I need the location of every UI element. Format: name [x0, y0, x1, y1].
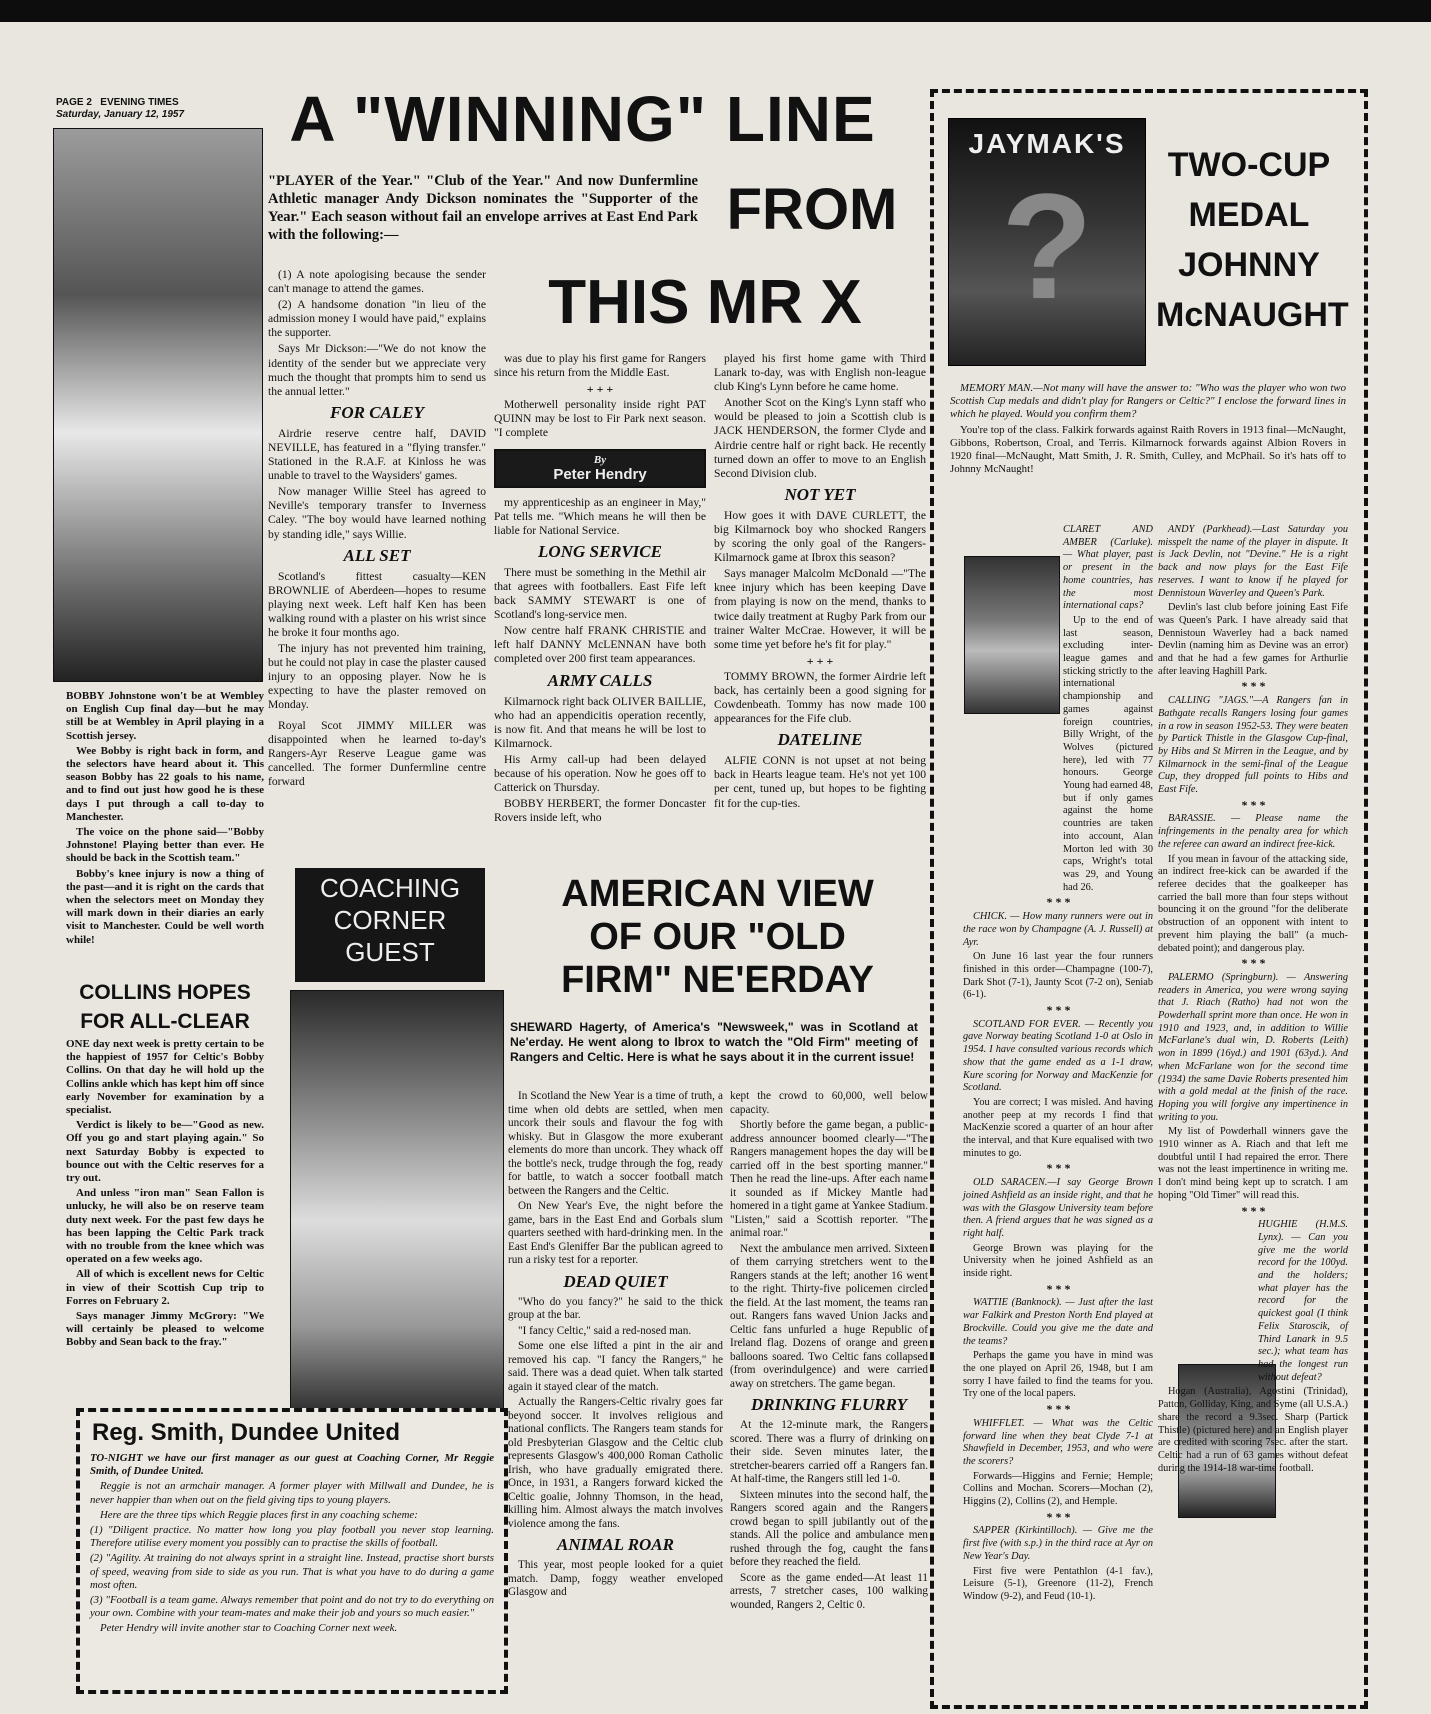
andy-answer: Devlin's last club before joining East Fife was Queen's Park. I have already said that Dennistoun Waverley had a back named Devlin (naming him as Devine was an error) and that he had a few games for Arthurlie after leaving Haghill Park.: [1158, 602, 1348, 677]
not-yet-p3: TOMMY BROWN, the former Airdrie left back, has certainly been a good signing for Cowdenbeath. Tommy has now made 100 appearances for the Fife club.: [714, 669, 926, 726]
collins-p2: Verdict is likely to be—"Good as new. Off you go and start playing again." So next Saturday Bobby is expected to bounce out with the Celtic reserves for a try out.: [66, 1119, 264, 1185]
memory-answer: You're top of the class. Falkirk forwards against Raith Rovers in 1913 final—McNaught, Gibbons, Robertson, Croal, and Terris. Kilmarnock forwards against Albion Rovers in 1920 final—McNaught, Matt Smith, J. R. Smith, Culley, and McPhail. So it's hats off to Johnny McNaught!: [950, 423, 1346, 476]
claret-question: CLARET AND AMBER (Carluke). — What player, past or present in the home countries, has the most international caps?: [1063, 524, 1153, 612]
sapper-answer: First five were Pentathlon (4-1 fav.), Leisure (5-1), Greenore (11-2), French Window (9-2), and Feud (10-1).: [963, 1565, 1153, 1602]
coaching-intro: TO-NIGHT we have our first manager as our guest at Coaching Corner, Mr Reggie Smith, of Dundee United.: [90, 1452, 494, 1478]
johnstone-story: [66, 690, 264, 949]
all-set-heading: ALL SET: [343, 545, 411, 565]
american-title-line-2: OF OUR "OLD: [589, 916, 846, 958]
all-set-p1: Scotland's fittest casualty—KEN BROWNLIE of Aberdeen—hopes to resume playing next week. Left half Ken has been walking round with a plaster on his wrist since he broke it four months ago.: [268, 569, 486, 639]
calling-jags: CALLING "JAGS."—A Rangers fan in Bathgate recalls Rangers losing four games in a row in season 1952-53. They were beaten by Partick Thistle in the Glasgow Cup-final, by Hibs and St Mirren in the League, and by Kilmarnock in the semi-final of the League Cup, they dropped full points to Hibs and East Fife.: [1158, 695, 1348, 796]
coaching-p1: Reggie is not an armchair manager. A former player with Millwall and Dundee, he is never happier than when out on the field giving tips to young players.: [90, 1480, 494, 1506]
american-intro: SHEWARD Hagerty, of America's "Newsweek," was in Scotland at Ne'erday. He went along to Ibrox to watch the "Old Firm" meeting of Rangers and Celtic. Here is what he says about it in the current issue!: [510, 1020, 918, 1064]
palermo-answer: My list of Powderhall winners gave the 1910 winner as A. Riach and that left me doubtful until I had repaired the error. There was not the least impertinence in writing me. I don't mind being kept up to scratch. I am hoping "Old Timer" will read this.: [1158, 1126, 1348, 1201]
paper-name: EVENING TIMES: [100, 97, 179, 108]
american-p6: Actually the Rangers-Celtic rivalry goes far beyond soccer. It involves religious and national conflicts. The Rangers team stands for old Presbyterian Glasgow and the Celtic club represents Glasgow's 400,000 Roman Catholic Irish, who have gradually emigrated there. Once, in 1931, a Rangers forward kicked the Celtic goalie, Johnny Thomson, in the head, killing him. Almost always the match involves violence among the fans.: [508, 1396, 723, 1530]
coaching-word-1: COACHING: [319, 873, 461, 903]
for-caley-p2: Now manager Willie Steel has agreed to Neville's temporary transfer to Inverness Caley. "The boy would have learned nothing by standing idle," says Willie.: [268, 485, 486, 541]
main-headline: A "WINNING" LINE: [289, 83, 876, 155]
right-p1: played his first home game with Third Lanark to-day, was with English non-league club King's Lynn before he came home.: [714, 352, 926, 394]
stars-7: * * *: [1241, 679, 1265, 694]
american-p4: "I fancy Celtic," said a red-nosed man.: [518, 1324, 692, 1337]
american-p2: On New Year's Eve, the night before the game, bars in the East End and Gorbals slum quarters seethed with hard-drinking men. In the East End's Gleniffer Bar the publican agreed to run a risky test for a reporter.: [508, 1200, 723, 1266]
coaching-word-3: GUEST: [345, 937, 435, 967]
stars-1: * * *: [1046, 895, 1070, 910]
memory-question: MEMORY MAN.—Not many will have the answer to: "Who was the player who won two Scottish Cup medals and didn't play for Rangers or Celtic?" I enclose the forward lines in which he played. Would you confirm them?: [950, 382, 1346, 421]
american-p5: Some one else lifted a pint in the air and removed his cap. "I fancy the Rangers," he said. There was a dead quiet. When talk started again it stayed clear of the match.: [508, 1340, 723, 1393]
coaching-corner-label: [295, 868, 485, 982]
scotland-question: SCOTLAND FOR EVER. — Recently you gave Norway beating Scotland 1-0 at Oslo in 1954. I have consulted various records which show that the game ended as a 1-1 draw, Kure scoring for Norway and MacKenzie for Scotland.: [963, 1018, 1153, 1094]
whifflet-question: WHIFFLET. — What was the Celtic forward line when they beat Clyde 7-1 at Shawfield in December, 1953, and who were the scorers?: [963, 1417, 1153, 1467]
andy-question: ANDY (Parkhead).—Last Saturday you misspelt the name of the player in dispute. It is Jack Devlin, not "Devine." He is a right back and now plays for the East Fife reserves. I want to know if he played for Dennistoun Waverley and Queen's Park.: [1158, 524, 1348, 599]
not-yet-stars: + + +: [806, 653, 834, 668]
johnstone-p3: The voice on the phone said—"Bobby Johnstone! Playing better than ever. He should be back in the Scottish team.": [66, 826, 264, 865]
player-photo-johnstone: [53, 128, 263, 682]
mid-p2: Motherwell personality inside right PAT QUINN may be lost to Fir Park next season. "I complete: [494, 398, 706, 440]
wattie-question: WATTIE (Banknock). — Just after the last war Falkirk and Preston North End played at Brockville. Could you give me the date and the teams?: [963, 1297, 1153, 1347]
middle-column: [494, 352, 706, 827]
collins-p4: All of which is excellent news for Celtic in view of their Scottish Cup trip to Forres on February 2.: [66, 1268, 264, 1307]
american-q3: Next the ambulance men arrived. Sixteen of them carrying stretchers went to the Rangers stands at the left; another 16 went to the right. Thirty-five policemen circled the field. At the last moment, the teams ran out. Rangers fans waved Union Jacks and Celtic fans unfurled a huge Republic of Ireland flag. Dozens of orange and green balloons soared. Two Celtic fans collapsed (from overindulgence) and were carried away on stretchers. The game began.: [730, 1242, 928, 1390]
long-service-p2: Now centre half FRANK CHRISTIE and left half DANNY McLENNAN have both completed over 200 first team appearances.: [494, 624, 706, 666]
coaching-tip-3: (3) "Football is a team game. Always remember that point and do not try to do everything on your own. Combine with your team-mates and make their job and yours so much easier.": [90, 1594, 494, 1620]
stars-6: * * *: [1046, 1509, 1070, 1524]
american-title-line-3: FIRM" NE'ERDAY: [561, 959, 874, 1001]
lead-intro: "PLAYER of the Year." "Club of the Year." And now Dunfermline Athletic manager Andy Dickson nominates the "Supporter of the Year." Each season without fail an envelope arrives at East End Park with the following:—: [268, 173, 698, 243]
for-caley-heading: FOR CALEY: [330, 402, 424, 422]
stars-2: * * *: [1046, 1003, 1070, 1018]
collins-p1: ONE day next week is pretty certain to be the happiest of 1957 for Celtic's Bobby Collins. On that day he will hold up the Collins ankle which has kept him off since early November for examination by a specialist.: [66, 1038, 264, 1117]
collins-p3: And unless "iron man" Sean Fallon is unlucky, he will also be on reserve team duty next week. For the past few days he has been lapping the Celtic Park track with no trouble from the knee which was operated on a few weeks ago.: [66, 1187, 264, 1266]
johnstone-p2: Wee Bobby is right back in form, and the selectors have heard about it. This season Bobby has 22 goals to his name, and to find out just how good he is these days I put through a call to-day to Manchester.: [66, 744, 264, 823]
dead-quiet-heading: DEAD QUIET: [563, 1271, 668, 1291]
right-news-column: [714, 352, 926, 813]
stars-5: * * *: [1046, 1402, 1070, 1417]
hughie-answer: Hogan (Australia), Agostini (Trinidad), Patton, Golliday, King, and Syme (all U.S.A.) share the record a 9.3sec. Sharp (Partick Thistle) (pictured here) and an English player are credited with scoring 7sec. after the start. Celtic had a run of 63 games without defeat during the 1914-18 war-time football.: [1158, 1386, 1348, 1474]
collins-p5: Says manager Jimmy McGrory: "We will certainly be pleased to welcome Bobby and Sean back to the fray.": [66, 1310, 264, 1349]
byline-name: Peter Hendry: [553, 465, 647, 483]
stars-9: * * *: [1241, 956, 1265, 971]
jaymak-banner: JAYMAK'S: [968, 128, 1126, 159]
barassie-question: BARASSIE. — Please name the infringements in the penalty area for which the referee can award an indirect free-kick.: [1158, 813, 1348, 850]
american-q6: Score as the game ended—At least 11 arrests, 7 stretcher cases, 100 walking wounded, Rangers 2, Celtic 0.: [730, 1571, 928, 1611]
coaching-title: Reg. Smith, Dundee United: [92, 1419, 401, 1446]
sapper-question: SAPPER (Kirkintilloch). — Give me the first five (with s.p.) in the third race at Ayr on New Year's Day.: [963, 1525, 1153, 1562]
jaymak-col-1: [963, 524, 1153, 1606]
stars-10: * * *: [1241, 1203, 1265, 1218]
dateline-heading: DATELINE: [777, 730, 863, 750]
whifflet-answer: Forwards—Higgins and Fernie; Hemple; Collins and Mochan. Scorers—Mochan (2), Higgins (2), Collins (2), and Hemple.: [963, 1470, 1153, 1508]
american-title-line-1: AMERICAN VIEW: [561, 873, 874, 915]
lead-p2: (2) A handsome donation "in lieu of the admission money I would have paid," explains the supporter.: [268, 298, 486, 340]
issue-date: Saturday, January 12, 1957: [56, 109, 185, 120]
lead-body: [268, 268, 486, 791]
not-yet-p2: Says manager Malcolm McDonald —"The knee injury which has been keeping Dave from playing is now on the mend, thanks to twice daily treatment at Rugby Park from our trainer Walter McCrae. However, it will be some time yet before he's fit for play.": [714, 567, 926, 651]
coaching-tip-2: (2) "Agility. At training do not always sprint in a straight line. Instead, practise short bursts of speed, weaving from side to side as you run. That is what you have to do during a game most often.: [90, 1552, 494, 1591]
jaymak-memory: [950, 382, 1346, 478]
not-yet-p1: How goes it with DAVE CURLETT, the big Kilmarnock boy who shocked Rangers by scoring the only goal of the Rangers-Kilmarnock game at Ibrox this season?: [714, 508, 926, 565]
jaymak-title: TWO-CUP MEDAL JOHNNY McNAUGHT: [1156, 146, 1349, 334]
army-calls-p2: His Army call-up had been delayed because of his operation. Now he goes off to Catterick on Thursday.: [494, 752, 706, 795]
american-q4: At the 12-minute mark, the Rangers scored. There was a flurry of drinking on their side. Seven minutes later, the stretcher-bearers carried off a Rangers fan. At half-time, the Rangers still led 1-0.: [730, 1419, 928, 1485]
drinking-flurry-heading: DRINKING FLURRY: [750, 1395, 908, 1414]
barassie-answer: If you mean in favour of the attacking side, an indirect free-kick can be awarded if the referee decides that the goalkeeper has carried the ball more than four steps without bouncing it on the ground "for the deliberate obstruction of an opponent with intent to prevent him playing the ball" (a much-debated point); and dangerous play.: [1158, 853, 1348, 954]
collins-story: [66, 1038, 264, 1352]
wattie-answer: Perhaps the game you have in mind was the one played on April 26, 1948, but I am sorry I have failed to find the teams for you. Try one of the local papers.: [963, 1350, 1153, 1400]
army-calls-p1: Kilmarnock right back OLIVER BAILLIE, who had an appendicitis operation recently, is now fit. And that means he will be lost to Kilmarnock.: [494, 694, 706, 750]
coaching-sign: Peter Hendry will invite another star to Coaching Corner next week.: [100, 1622, 398, 1635]
reg-smith-photo: [290, 990, 504, 1410]
mid-p1: was due to play his first game for Rangers since his return from the Middle East.: [494, 352, 706, 380]
lead-story: [268, 172, 698, 246]
lead-p3: Says Mr Dickson:—"We do not know the identity of the sender but we appreciate very much the thought that prompts him to send us the annual letter.": [268, 342, 486, 398]
right-p2: Another Scot on the King's Lynn staff who would be pleased to join a Scottish club is JACK HENDERSON, the former Clyde and Airdrie centre half or right back. He recently turned down an offer to move to an English Second Division club.: [714, 396, 926, 480]
coaching-word-2: CORNER: [333, 905, 447, 935]
stars-4: * * *: [1046, 1281, 1070, 1296]
all-set-p3: Royal Scot JIMMY MILLER was disappointed when he learned to-day's Rangers-Ayr Reserve League game was cancelled. The former Dunfermline centre forward: [268, 718, 486, 788]
animal-roar-heading: ANIMAL ROAR: [557, 1535, 674, 1554]
american-p7: This year, most people looked for a quiet match. Damp, foggy weather enveloped Glasgow and: [508, 1559, 723, 1598]
page-number: PAGE 2: [56, 97, 92, 108]
american-col-2: [730, 1090, 928, 1614]
mid-stars: + + +: [586, 382, 614, 397]
jaymak-col-2: [1158, 524, 1348, 1477]
army-calls-heading: ARMY CALLS: [547, 670, 653, 690]
scotland-answer: You are correct; I was misled. And having another peep at my records I find that MacKenzie scored a quarter of an hour after the interval, and that Kure equalised with two minutes to go.: [963, 1096, 1153, 1159]
coaching-p2: Here are the three tips which Reggie places first in any coaching scheme:: [100, 1508, 418, 1521]
long-service-heading: LONG SERVICE: [538, 541, 662, 561]
claret-answer: Up to the end of last season, excluding inter-league games and sticking strictly to the international championship and games against foreign countries, Billy Wright, of the Wolves (pictured here), led with 77 honours. George Young had earned 48, but if only games against the home countries are taken into account, Alan Morton led with 30 caps, Wright's total was 29, and Young had 26.: [1063, 614, 1153, 893]
not-yet-heading: NOT YET: [784, 484, 856, 504]
long-service-p1: There must be something in the Methil air that agrees with footballers. East Fife left back SAMMY STEWART is one of Scotland's long-service men.: [494, 565, 706, 622]
coaching-corner-box: [76, 1408, 508, 1694]
chick-question: CHICK. — How many runners were out in the race won by Champagne (A. J. Russell) at Ayr.: [963, 911, 1153, 948]
american-q5: Sixteen minutes into the second half, the Rangers scored again and the Rangers crowd began to spill jubilantly out of the stands. All the police and ambulance men rushed through the fog, caught the fans before they reached the field.: [730, 1488, 928, 1568]
american-p3: "Who do you fancy?" he said to the thick group at the bar.: [508, 1295, 723, 1321]
johnstone-p4: Bobby's knee injury is now a thing of the past—and it is right on the cards that when the selectors meet on Monday they will mark down in their diaries an early visit to Manchester. Could be well worth while!: [66, 867, 264, 946]
hughie-question: HUGHIE (H.M.S. Lynx). — Can you give me the world record for the 100yd. and the holders; what player has the record for the quickest goal (I think Felix Staroscik, of Third Lanark in 9.5 sec.); what team has had the longest run without defeat?: [1258, 1219, 1348, 1383]
american-p1: In Scotland the New Year is a time of truth, a time when old debts are settled, when men uncork their souls and flavour the fog with whisky. But in Glasgow the more exuberant elements do more than uncork. They whack off the bottle's neck, trudge through the fog, ready for battle, to watch a soccer football match between the Rangers and the Celtic.: [508, 1090, 723, 1197]
for-caley-p1: Airdrie reserve centre half, DAVID NEVILLE, has featured in a "flying transfer." Stationed in the R.A.F. at Kinloss he was unable to travel to the Waysiders' games.: [268, 426, 486, 483]
masthead: [56, 97, 184, 121]
mid-p3: my apprenticeship as an engineer in May," Pat tells me. "Which means he will then be liable for National Service.: [494, 495, 706, 537]
scan-top-border: [0, 0, 1431, 22]
dateline-p1: ALFIE CONN is not upset at not being back in Hearts league team. He's not yet 100 per cent, tuned up, but hopes to be fighting fit for the cup-ties.: [714, 754, 926, 810]
all-set-p2: The injury has not prevented him training, but he could not play in case the plaster caused injury to an opposing player. Now he is expecting to have the plaster removed on Monday.: [268, 642, 486, 712]
byline-box: [494, 449, 706, 488]
collins-heading: COLLINS HOPES FOR ALL-CLEAR: [79, 981, 251, 1033]
jaymak-logo: [948, 118, 1146, 366]
american-col-1: [508, 1090, 723, 1602]
headline-mrx: THIS MR X: [548, 268, 862, 337]
coaching-tip-1: (1) "Diligent practice. No matter how long you play football you never stop learning. Therefore utilise every moment you possibly can to practise the skills of football.: [90, 1524, 494, 1550]
american-q1: kept the crowd to 60,000, well below capacity.: [730, 1090, 928, 1116]
chick-answer: On June 16 last year the four runners finished in this order—Champagne (100-7), Dark Shot (7-1), Jaunty Scot (7-2 on), Seniab (6-1).: [963, 951, 1153, 1001]
palermo-question: PALERMO (Springburn). — Answering readers in America, you were wrong saying that J. Riach (Ratho) had not won the Powderhall sprint more than once. He won in 1910 and 1923, and, in addition to Willie McFarlane's dual win, D. Roberts (Leith) won in 1899 (16yd.) and 1901 (63yd.). And when McFarlane won for the second time (1934) the same Davie Roberts presented him with a gold medal at the finish of the race. Hoping you will forgive any impertinence in writing to you.: [1158, 971, 1348, 1123]
headline-from: FROM: [726, 177, 898, 242]
johnstone-p1: BOBBY Johnstone won't be at Wembley on English Cup final day—but he may still be at Wembley in April playing in a Scottish jersey.: [66, 690, 264, 742]
saracen-question: OLD SARACEN.—I say George Brown joined Ashfield as an inside right, and that he was with the Glasgow University team before then. A friend argues that he was signed as a right half.: [963, 1177, 1153, 1239]
american-headline: [505, 873, 930, 1002]
american-q2: Shortly before the game began, a public-address announcer boomed clearly—"The Rangers management hopes the day will be carried off in the best sporting manner." Then he read the line-ups. After each name it sounded as if Mickey Mantle had homered in a tight game at Yankee Stadium. "Listen," said a Scottish reporter. "The animal roar.": [730, 1119, 928, 1239]
lead-p1: (1) A note apologising because the sender can't manage to attend the games.: [268, 268, 486, 296]
army-calls-p3: BOBBY HERBERT, the former Doncaster Rovers inside left, who: [494, 797, 706, 825]
stars-8: * * *: [1241, 797, 1265, 812]
coaching-body: [80, 1452, 504, 1636]
byline-by: By: [593, 453, 607, 466]
question-mark-icon: ?: [1001, 162, 1093, 330]
stars-3: * * *: [1046, 1161, 1070, 1176]
saracen-answer: George Brown was playing for the University when he joined Ashfield as an inside right.: [963, 1242, 1153, 1280]
